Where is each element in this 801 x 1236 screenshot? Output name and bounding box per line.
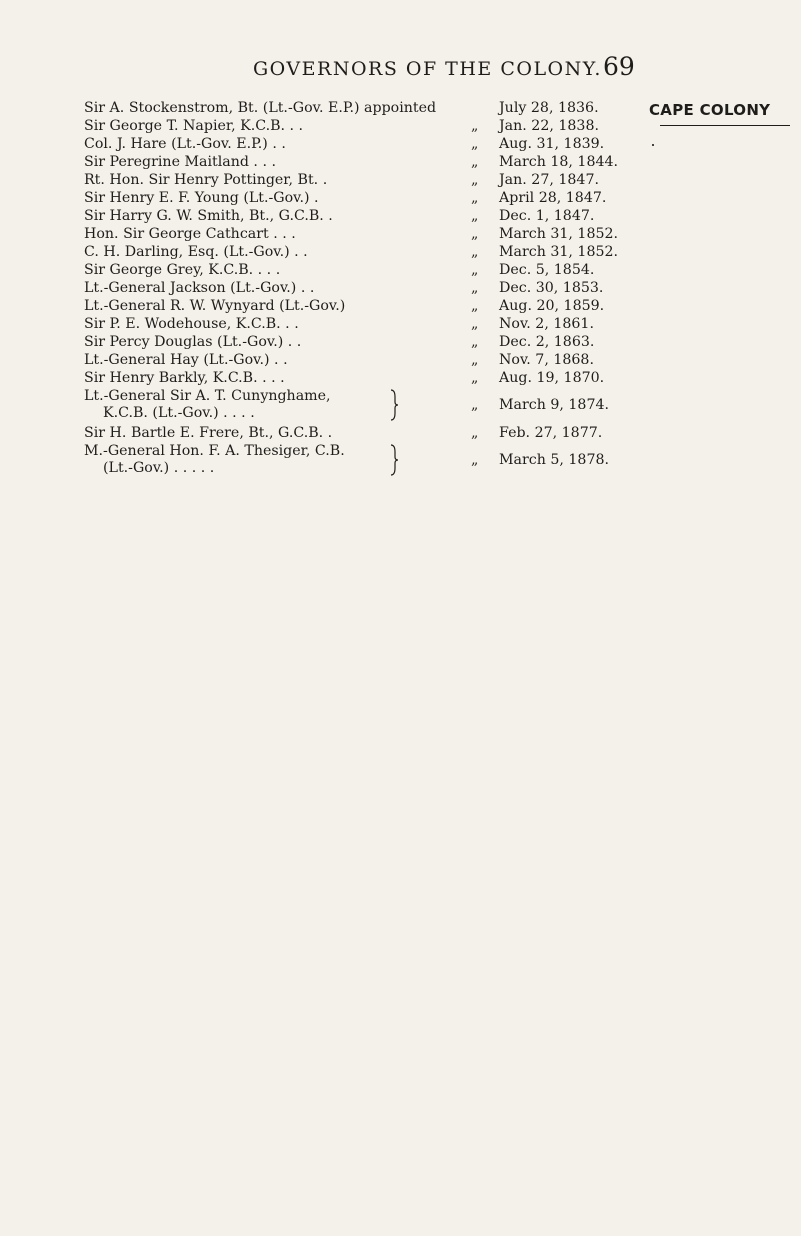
- ditto-mark: „: [471, 172, 479, 188]
- appointment-date: Dec. 5, 1854.: [499, 262, 595, 278]
- list-item: [84, 352, 664, 370]
- governor-name: Lt.-General Hay (Lt.-Gov.) . .: [84, 352, 288, 368]
- side-heading-rule: [660, 125, 790, 126]
- list-item: [84, 118, 664, 136]
- appointment-date: Dec. 1, 1847.: [499, 208, 595, 224]
- list-item: [84, 226, 664, 244]
- governor-name: [84, 443, 345, 477]
- ditto-mark: „: [471, 280, 479, 296]
- list-item: [84, 262, 664, 280]
- appointment-date: Jan. 22, 1838.: [499, 118, 599, 134]
- list-item: [84, 172, 664, 190]
- governor-name: Sir Peregrine Maitland . . .: [84, 154, 276, 170]
- governor-name: Sir Henry Barkly, K.C.B. . . .: [84, 370, 285, 386]
- appointment-date: Nov. 2, 1861.: [499, 316, 594, 332]
- appointment-date: Aug. 19, 1870.: [499, 370, 605, 386]
- appointment-date: Dec. 30, 1853.: [499, 280, 604, 296]
- ditto-mark: „: [471, 190, 479, 206]
- side-heading: CAPE COLONY: [649, 101, 771, 119]
- ditto-mark: „: [471, 244, 479, 260]
- list-item: [84, 208, 664, 226]
- ditto-mark: „: [471, 316, 479, 332]
- appointment-date: March 9, 1874.: [499, 397, 610, 413]
- ditto-mark: „: [471, 208, 479, 224]
- governor-name: Rt. Hon. Sir Henry Pottinger, Bt. .: [84, 172, 328, 188]
- list-item: [84, 334, 664, 352]
- governor-name-line2: K.C.B. (Lt.-Gov.) . . . .: [103, 405, 255, 421]
- governors-list: [84, 100, 664, 480]
- list-item: [84, 316, 664, 334]
- list-item: [84, 136, 664, 154]
- ditto-mark: „: [471, 298, 479, 314]
- governor-name: Hon. Sir George Cathcart . . .: [84, 226, 296, 242]
- governor-name: Sir Henry E. F. Young (Lt.-Gov.) .: [84, 190, 319, 206]
- list-item: [84, 154, 664, 172]
- appointment-date: Aug. 20, 1859.: [499, 298, 605, 314]
- ditto-mark: „: [471, 397, 479, 413]
- ditto-mark: „: [471, 262, 479, 278]
- ditto-mark: „: [471, 352, 479, 368]
- appointment-date: Aug. 31, 1839.: [499, 136, 605, 152]
- list-item: [84, 100, 664, 118]
- governor-name: [84, 388, 331, 422]
- governor-name: Lt.-General Jackson (Lt.-Gov.) . .: [84, 280, 315, 296]
- appointment-date: March 18, 1844.: [499, 154, 619, 170]
- governor-name: Sir P. E. Wodehouse, K.C.B. . .: [84, 316, 299, 332]
- list-item: [84, 280, 664, 298]
- governor-name-line1: Lt.-General Sir A. T. Cunynghame,: [84, 388, 331, 404]
- page-number: 69: [603, 52, 635, 81]
- list-item: [84, 370, 664, 388]
- governor-name: Sir George T. Napier, K.C.B. . .: [84, 118, 304, 134]
- appointment-date: Jan. 27, 1847.: [499, 172, 599, 188]
- list-item: [84, 388, 664, 425]
- brace-mark: [390, 444, 398, 476]
- list-item: [84, 298, 664, 316]
- ditto-mark: „: [471, 136, 479, 152]
- appointment-date: Nov. 7, 1868.: [499, 352, 594, 368]
- ditto-mark: „: [471, 118, 479, 134]
- governor-name-line1: M.-General Hon. F. A. Thesiger, C.B.: [84, 443, 345, 459]
- running-title: GOVERNORS OF THE COLONY.: [253, 58, 602, 80]
- ditto-mark: „: [471, 334, 479, 350]
- list-item: [84, 244, 664, 262]
- appointment-date: March 31, 1852.: [499, 244, 619, 260]
- appointment-date: April 28, 1847.: [499, 190, 607, 206]
- page-header: [0, 52, 801, 86]
- list-item: [84, 443, 664, 480]
- list-item: [84, 190, 664, 208]
- governor-name: Sir Percy Douglas (Lt.-Gov.) . .: [84, 334, 302, 350]
- appointment-date: March 31, 1852.: [499, 226, 619, 242]
- governor-name: Col. J. Hare (Lt.-Gov. E.P.) . .: [84, 136, 286, 152]
- governor-name: Sir George Grey, K.C.B. . . .: [84, 262, 281, 278]
- appointment-date: July 28, 1836.: [499, 100, 599, 116]
- ditto-mark: „: [471, 425, 479, 441]
- governor-name: Sir H. Bartle E. Frere, Bt., G.C.B. .: [84, 425, 333, 441]
- ditto-mark: „: [471, 154, 479, 170]
- ditto-mark: „: [471, 370, 479, 386]
- appointment-date: March 5, 1878.: [499, 452, 610, 468]
- governor-name: C. H. Darling, Esq. (Lt.-Gov.) . .: [84, 244, 308, 260]
- ditto-mark: „: [471, 226, 479, 242]
- ditto-mark: „: [471, 452, 479, 468]
- governor-name-line2: (Lt.-Gov.) . . . . .: [103, 460, 215, 476]
- list-item: [84, 425, 664, 443]
- governor-name: Sir A. Stockenstrom, Bt. (Lt.-Gov. E.P.) appointed: [84, 100, 437, 116]
- brace-mark: [390, 389, 398, 421]
- governor-name: Sir Harry G. W. Smith, Bt., G.C.B. .: [84, 208, 333, 224]
- governor-name: Lt.-General R. W. Wynyard (Lt.-Gov.): [84, 298, 346, 314]
- appointment-date: Dec. 2, 1863.: [499, 334, 595, 350]
- appointment-date: Feb. 27, 1877.: [499, 425, 603, 441]
